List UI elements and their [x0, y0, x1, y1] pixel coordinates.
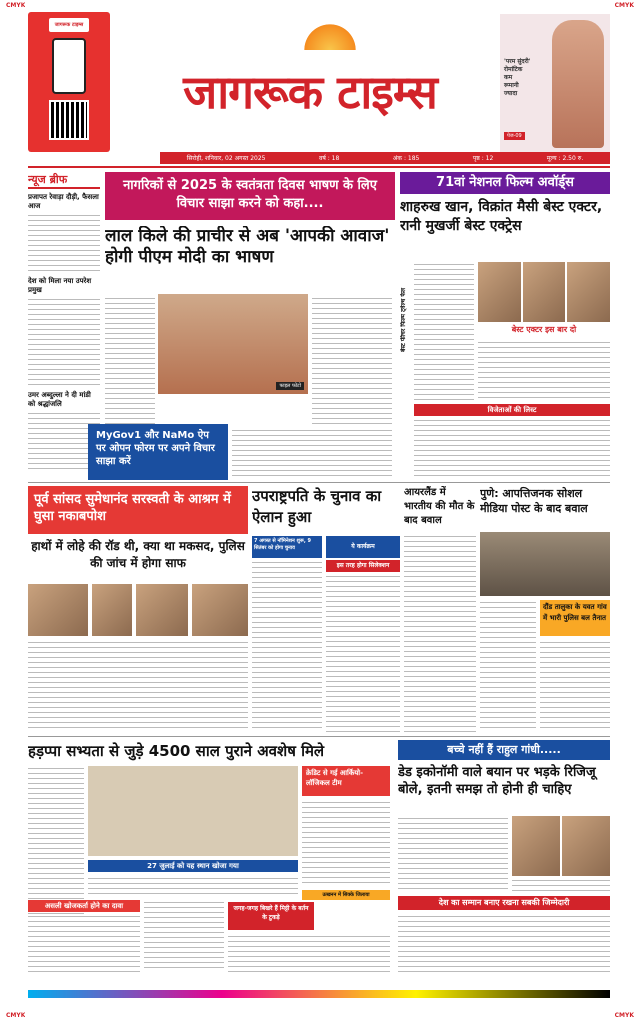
brief-item-1-head: प्रजापत रेवाड़ा दौड़ी, फैसला आज: [28, 193, 99, 210]
actor-photo-2: [523, 262, 566, 322]
photo-caption: फाइल फोटो: [276, 382, 304, 390]
actress-photo: [552, 20, 604, 148]
meta-price: मूल्य : 2.50 रु.: [546, 155, 584, 162]
phone-icon: [52, 38, 86, 94]
story6-body2: [302, 800, 390, 886]
mygov-promo: MyGov1 और NaMo ऐप पर ओपन फोरम पर अपने विचार साझा करें: [88, 424, 228, 480]
story2-photo-1: [28, 584, 88, 636]
story2-photo-2: [92, 584, 132, 636]
brief-item-2-head: देश को मिला नया उपरेश प्रमुख: [28, 277, 92, 294]
cmyk-mark-left: CMYK: [6, 2, 26, 9]
cmyk-mark-right: CMYK: [614, 2, 634, 9]
sun-logo-icon: [300, 20, 360, 50]
brief-item-3-head: उमर अब्दुल्ला ने दी मांडी को श्रद्धांजलि: [28, 391, 91, 408]
artifacts-photo: [88, 766, 298, 856]
story2-photo-3: [136, 584, 188, 636]
story5-crowd-photo: [480, 532, 610, 596]
top-rule: [28, 166, 610, 168]
row-divider-1: [28, 482, 610, 483]
story4-headline: आयरलैंड में भारतीय की मौत के बाद बवाल: [404, 487, 475, 526]
row-divider-2: [28, 736, 610, 737]
awards-subhead: बेस्ट एक्टर इस बार दो: [511, 325, 577, 334]
actor-photo-1: [478, 262, 521, 322]
story6-caption-body: [88, 876, 298, 896]
story3-body1: [252, 560, 322, 732]
awards-side-label: बेस्ट फीचर फिल्म ट्वेल्थ फेल: [400, 287, 407, 352]
meta-year: वर्ष : 18: [319, 155, 340, 162]
story5-body2: [540, 640, 610, 732]
masthead-title: जागरूक टाइम्स: [183, 65, 437, 119]
brief-item-1-body: [28, 213, 100, 273]
meta-issue: अंक : 185: [392, 155, 420, 162]
story2-headline: पूर्व सांसद सुमेधानंद सरस्वती के आश्रम में घुसा नकाबपोश: [28, 486, 248, 534]
color-registration-bar: [28, 990, 610, 998]
story6-box4: जगह-जगह बिखरे हैं मिट्टी के बर्तन के टुकड़े: [228, 902, 314, 930]
awards-headline: शाहरुख खान, विक्रांत मैसी बेस्ट एक्टर, रानी मुखर्जी बेस्ट एक्ट्रेस: [400, 199, 603, 234]
story6-body4: [144, 900, 224, 972]
ad-line5: ज्यादा: [504, 90, 518, 97]
awards-banner: 71वां नेशनल फिल्म अवॉर्ड्स: [400, 172, 610, 194]
rijiju-photo: [512, 816, 560, 876]
ad-page-tag: पेज-09: [504, 132, 525, 140]
actress-photo-1: [567, 262, 610, 322]
lead-body-col3: [232, 428, 392, 480]
story6-caption: 27 जुलाई को यह स्थान खोजा गया: [88, 860, 298, 872]
ad-line3: कम: [504, 74, 513, 81]
lead-body-col2: [312, 296, 392, 426]
story5-headline: पुणे: आपत्तिजनक सोशल मीडिया पोस्ट के बाद बवाल: [480, 487, 588, 515]
story2-photos: [28, 584, 88, 636]
awards-list-title: विजेताओं की लिस्ट: [414, 404, 610, 416]
ad-line4: रूमानी: [504, 82, 519, 89]
story6-box: क्रेडिट से गई आर्कियो-लॉजिकल टीम: [302, 766, 390, 796]
story7-body2: [512, 878, 610, 892]
story7-box: देश का सम्मान बनाए रखना सबकी जिम्मेदारी: [398, 896, 610, 910]
meta-pages: पृष्ठ : 12: [472, 155, 494, 162]
story2-subhead: हाथों में लोहे की रॉड थी, क्या था मकसद, पुलिस की जांच में होगा साफ: [31, 539, 245, 570]
awards-photos: [478, 262, 610, 322]
story7-banner: बच्चे नहीं हैं राहुल गांधी.....: [398, 740, 610, 760]
ad-brand: जागरूक टाइम्स: [49, 18, 89, 32]
story7-headline: डेड इकोनॉमी वाले बयान पर भड़के रिजिजू बोले, इतनी समझ तो होनी ही चाहिए: [398, 765, 596, 797]
awards-body: [414, 262, 474, 412]
story2-photo-4: [192, 584, 248, 636]
brief-title: न्यूज ब्रीफ: [28, 172, 100, 189]
story3-body2: [326, 574, 400, 732]
story7-body1: [398, 816, 508, 892]
ad-movie-title: 'परम सुंदरी': [504, 58, 531, 65]
rahul-photo: [562, 816, 610, 876]
brief-item-2-body: [28, 297, 100, 387]
story3-box1: 7 अगस्त से नॉमिनेशन शुरू, 9 सितंबर को होगा चुनाव: [252, 536, 322, 558]
awards-list: [414, 418, 610, 480]
story6-box3: उत्खनन में सिक्के जिलाया: [302, 890, 390, 900]
story6-box2: असली खोजकर्ता होने का दावा: [28, 900, 140, 912]
story5-box: दौंड तालुका के यवत गांव में भारी पुलिस बल तैनात: [540, 600, 610, 636]
story3-headline: उपराष्ट्रपति के चुनाव का ऐलान हुआ: [252, 487, 382, 526]
story6-body5: [228, 934, 390, 972]
movie-ad[interactable]: [500, 14, 610, 152]
red-fort-photo: [158, 294, 308, 394]
cmyk-mark-bottom-right: CMYK: [614, 1012, 634, 1019]
story3-box3: इस तरह होगा सिलेक्शन: [326, 560, 400, 572]
story5-body1: [480, 600, 536, 732]
story6-body3: [28, 914, 140, 972]
story4-body: [404, 534, 476, 732]
ad-line2: रोमांटिक: [504, 66, 523, 73]
story3-box2: ये कार्यक्रम: [326, 536, 400, 558]
meta-date: सिरोही, शनिवार, 02 अगस्त 2025: [186, 155, 266, 162]
story6-headline: हड़प्पा सभ्यता से जुड़े 4500 साल पुराने अवशेष मिले: [28, 742, 325, 760]
story7-body3: [398, 914, 610, 972]
cmyk-mark-bottom-left: CMYK: [6, 1012, 26, 1019]
story2-body: [28, 640, 248, 732]
app-ad[interactable]: [28, 12, 110, 152]
lead-headline: लाल किले की प्राचीर से अब 'आपकी आवाज' होगी पीएम मोदी का भाषण: [105, 226, 390, 267]
awards-subbody: [478, 340, 610, 400]
lead-banner: नागरिकों से 2025 के स्वतंत्रता दिवस भाषण के लिए विचार साझा करने को कहा....: [105, 172, 395, 220]
masthead-meta-bar: [160, 152, 610, 164]
qr-code-icon[interactable]: [49, 100, 89, 140]
